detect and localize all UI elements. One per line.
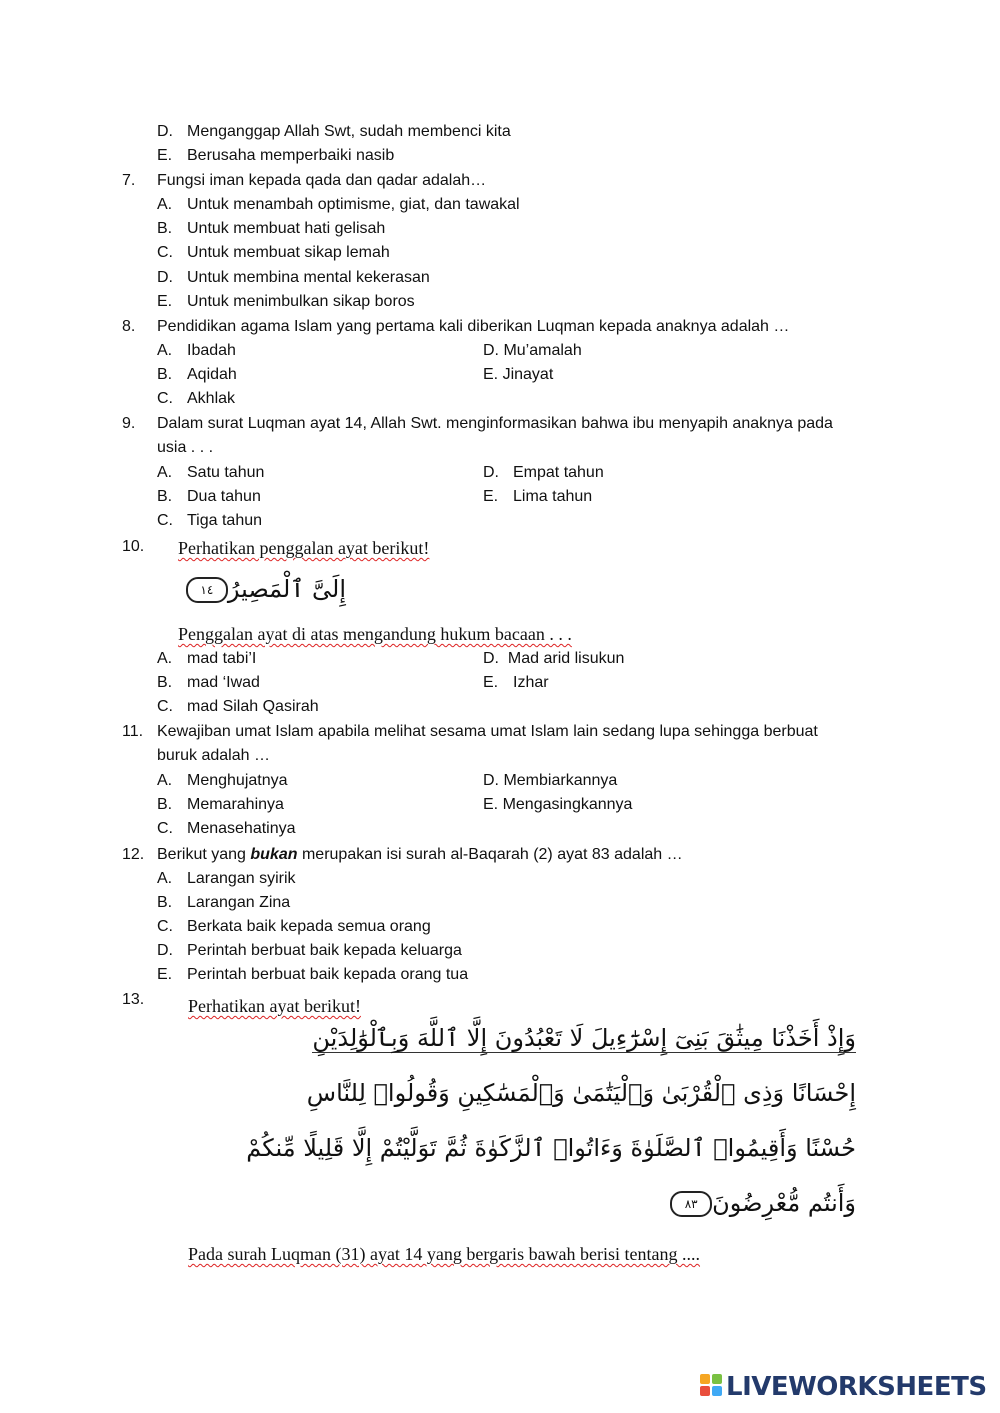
option-letter: C. — [157, 244, 173, 261]
option-text: Menghujatnya — [187, 772, 288, 789]
logo-square-icon — [700, 1386, 710, 1396]
q11-number: 11. — [122, 723, 144, 740]
option-text: Aqidah — [187, 366, 237, 383]
option-letter: B. — [157, 796, 173, 813]
option-text: mad tabi’I — [187, 650, 257, 667]
q7-number: 7. — [122, 172, 136, 189]
option-letter: E. — [157, 147, 173, 164]
option-text: Lima tahun — [513, 488, 593, 505]
option-text: Mad arid lisukun — [507, 650, 625, 667]
q9-option-c[interactable] — [157, 511, 262, 531]
q12-option-a[interactable] — [157, 869, 296, 889]
option-letter: C. — [157, 512, 173, 529]
q11-option-a[interactable] — [157, 771, 288, 791]
option-letter: E. — [483, 488, 499, 505]
option-letter: E. — [483, 366, 499, 383]
option-letter: D. — [483, 464, 499, 481]
option-letter: A. — [157, 464, 173, 481]
option-letter: E. — [483, 674, 499, 691]
option-text: Akhlak — [187, 390, 236, 407]
q12-option-b[interactable] — [157, 893, 290, 913]
arabic-text: إِحْسَانًا وَذِى ٱلْقُرْبَىٰ وَٱلْيَتَٰمَىٰ وَٱلْمَسَٰكِينِ وَقُولُوا۟ لِلنَّاسِ — [306, 1079, 856, 1107]
q12-number: 12. — [122, 846, 145, 863]
option-letter: B. — [157, 488, 173, 505]
q12-text-post: merupakan isi surah al-Baqarah (2) ayat 83 adalah … — [297, 846, 683, 863]
q13-arabic-line-3 — [246, 1134, 856, 1162]
option-letter: A. — [157, 650, 173, 667]
q10-option-e[interactable] — [483, 673, 549, 693]
option-text: mad ‘Iwad — [187, 674, 260, 691]
option-letter: D. — [483, 650, 499, 667]
q11-text-line2: buruk adalah … — [157, 747, 270, 764]
option-text: Larangan syirik — [187, 870, 296, 887]
option-text: Menasehatinya — [187, 820, 296, 837]
q10-arabic-verse — [186, 575, 346, 603]
option-letter: C. — [157, 820, 173, 837]
option-letter: B. — [157, 366, 173, 383]
q9-option-e[interactable] — [483, 487, 592, 507]
q9-option-d[interactable] — [483, 463, 604, 483]
q8-option-b[interactable] — [157, 365, 237, 385]
q13-arabic-line-4 — [560, 1189, 856, 1217]
option-letter: B. — [157, 894, 173, 911]
q9-text-line2: usia . . . — [157, 439, 214, 456]
q12-option-c[interactable] — [157, 917, 431, 937]
q13-number: 13. — [122, 991, 145, 1008]
q8-text: Pendidikan agama Islam yang pertama kali diberikan Luqman kepada anaknya adalah … — [157, 318, 790, 335]
q9-number: 9. — [122, 415, 136, 432]
q7-option-c[interactable] — [157, 243, 390, 263]
q12-text — [157, 845, 683, 865]
q7-option-b[interactable] — [157, 219, 385, 239]
q10-option-c[interactable] — [157, 697, 319, 717]
option-letter: D. — [157, 269, 173, 286]
q8-option-c[interactable] — [157, 389, 235, 409]
logo-square-icon — [712, 1374, 722, 1384]
q13-prompt: Pada surah Luqman (31) ayat 14 yang bergaris bawah berisi tentang .... — [188, 1244, 701, 1264]
option-letter: D. — [157, 942, 173, 959]
q13-arabic-line-1 — [312, 1024, 856, 1052]
arabic-text: وَأَنتُم مُّعْرِضُونَ — [712, 1189, 856, 1217]
q8-number: 8. — [122, 318, 136, 335]
q6-option-d — [157, 122, 511, 142]
option-text: Perintah berbuat baik kepada orang tua — [187, 966, 469, 983]
option-text: Untuk membuat sikap lemah — [187, 244, 390, 261]
q10-option-b[interactable] — [157, 673, 260, 693]
option-text: Untuk membuat hati gelisah — [187, 220, 386, 237]
option-text: Larangan Zina — [187, 894, 291, 911]
q9-option-a[interactable] — [157, 463, 264, 483]
option-text: Berkata baik kepada semua orang — [187, 918, 431, 935]
option-text: Untuk menambah optimisme, giat, dan tawakal — [187, 196, 520, 213]
option-letter: B. — [157, 220, 173, 237]
q6-option-e — [157, 146, 394, 166]
option-letter: D. — [483, 772, 499, 789]
ayah-number-marker: ٨٣ — [670, 1191, 712, 1217]
q11-option-b[interactable] — [157, 795, 284, 815]
q10-heading: Perhatikan penggalan ayat berikut! — [178, 538, 430, 558]
option-text: Membiarkannya — [503, 772, 618, 789]
option-letter: D. — [483, 342, 499, 359]
q8-option-a[interactable] — [157, 341, 236, 361]
q8-option-d[interactable] — [483, 341, 582, 361]
q12-text-emphasis: bukan — [250, 846, 298, 863]
q12-text-pre: Berikut yang — [157, 846, 251, 863]
option-text: Izhar — [513, 674, 549, 691]
q12-option-d[interactable] — [157, 941, 462, 961]
option-letter: A. — [157, 196, 173, 213]
q13-arabic-line-2 — [306, 1079, 856, 1107]
q8-option-e[interactable] — [483, 365, 553, 385]
option-text: Jinayat — [502, 366, 554, 383]
option-letter: A. — [157, 342, 173, 359]
q10-option-d[interactable] — [483, 649, 624, 669]
option-text: Satu tahun — [187, 464, 265, 481]
option-letter: E. — [157, 966, 173, 983]
option-letter: C. — [157, 918, 173, 935]
option-letter: A. — [157, 772, 173, 789]
q7-option-e[interactable] — [157, 292, 415, 312]
option-text: Empat tahun — [513, 464, 604, 481]
option-text: Mengasingkannya — [502, 796, 633, 813]
arabic-text: حُسْنًا وَأَقِيمُوا۟ ٱلصَّلَوٰةَ وَءَاتُوا۟ ٱلزَّكَوٰةَ ثُمَّ تَوَلَّيْتُمْ إِلَّا قَلِيلًا مِّنكُمْ — [246, 1134, 856, 1162]
q10-prompt: Penggalan ayat di atas mengandung hukum bacaan . . . — [178, 624, 572, 644]
option-text: Perintah berbuat baik kepada keluarga — [187, 942, 462, 959]
option-letter: D. — [157, 123, 173, 140]
q10-option-a[interactable] — [157, 649, 256, 669]
q7-text: Fungsi iman kepada qada dan qadar adalah… — [157, 172, 487, 189]
logo-wordmark: LIVEWORKSHEETS — [726, 1372, 987, 1402]
option-letter: A. — [157, 870, 173, 887]
q7-option-a[interactable] — [157, 195, 520, 215]
option-text: Untuk membina mental kekerasan — [187, 269, 430, 286]
option-letter: B. — [157, 674, 173, 691]
option-letter: E. — [483, 796, 499, 813]
arabic-text: إِلَىَّ ٱلْمَصِيرُ — [227, 575, 346, 603]
q11-text-line1: Kewajiban umat Islam apabila melihat sesama umat Islam lain sedang lupa sehingga berbuat — [157, 723, 818, 740]
q11-option-d[interactable] — [483, 771, 617, 791]
q10-number: 10. — [122, 538, 145, 555]
option-text: Memarahinya — [187, 796, 284, 813]
option-text: Tiga tahun — [187, 512, 263, 529]
q11-option-c[interactable] — [157, 819, 296, 839]
q13-heading: Perhatikan ayat berikut! — [188, 996, 361, 1016]
option-text: Berusaha memperbaiki nasib — [187, 147, 395, 164]
option-text: Ibadah — [187, 342, 236, 359]
option-text: Untuk menimbulkan sikap boros — [187, 293, 415, 310]
option-text: Dua tahun — [187, 488, 261, 505]
option-letter: C. — [157, 390, 173, 407]
logo-square-icon — [700, 1374, 710, 1384]
q12-option-e[interactable] — [157, 965, 468, 985]
option-text: Menganggap Allah Swt, sudah membenci kita — [187, 123, 511, 140]
option-letter: C. — [157, 698, 173, 715]
arabic-text: وَإِذْ أَخَذْنَا مِيثَٰقَ بَنِىٓ إِسْرَٰٓءِيلَ لَا تَعْبُدُونَ إِلَّا ٱللَّهَ وَبِٱلْوَٰلِدَيْنِ — [312, 1024, 856, 1052]
q9-option-b[interactable] — [157, 487, 261, 507]
option-text: mad Silah Qasirah — [187, 698, 319, 715]
option-text: Mu’amalah — [503, 342, 582, 359]
logo-square-icon — [712, 1386, 722, 1396]
option-letter: E. — [157, 293, 173, 310]
q7-option-d[interactable] — [157, 268, 430, 288]
ayah-number-marker: ١٤ — [186, 577, 228, 603]
q11-option-e[interactable] — [483, 795, 632, 815]
q9-text-line1: Dalam surat Luqman ayat 14, Allah Swt. menginformasikan bahwa ibu menyapih anaknya pada — [157, 415, 833, 432]
